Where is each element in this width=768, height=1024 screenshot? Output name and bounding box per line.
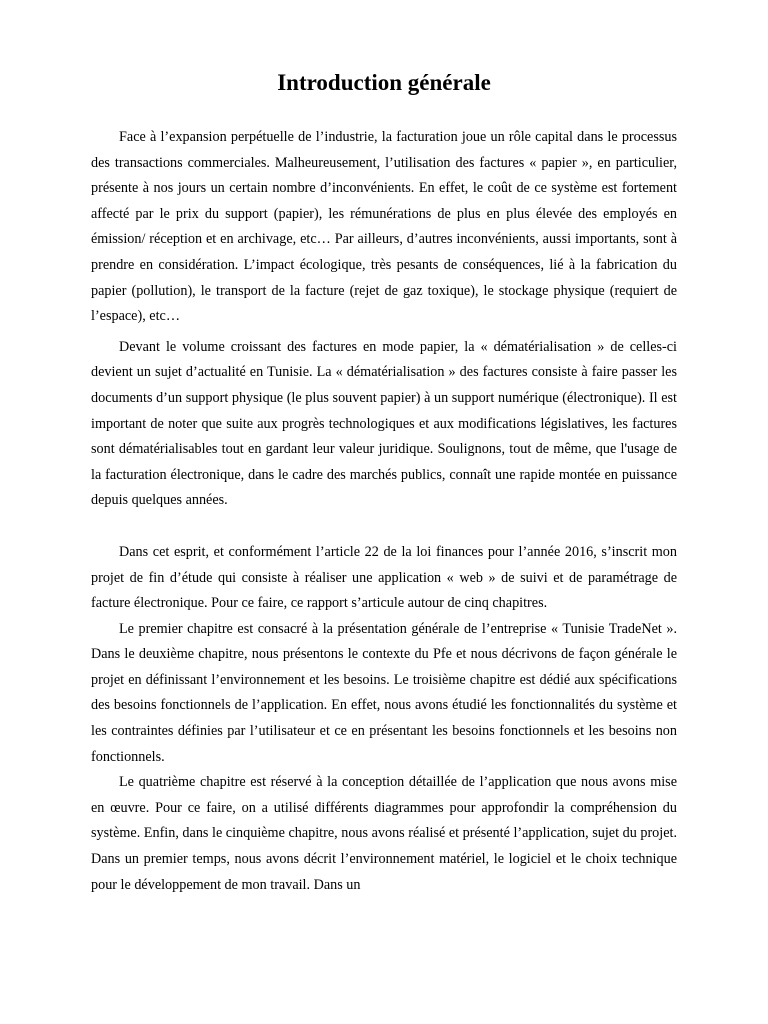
paragraph-context: Face à l’expansion perpétuelle de l’industrie, la facturation joue un rôle capital dans le processus des transactions commerciales. Malheureusement, l’utilisation des factures « papier », en particulier, présente à nos jours un certain nombre d’inconvénients. En effet, le coût de ce système est fortement affecté par le prix du support (papier), les rémunérations de plus en plus élevée des employés en émission/ réception et en archivage, etc… Par ailleurs, d’autres inconvénients, aussi importants, sont à prendre en considération. L’impact écologique, très pesants de conséquences, lié à la fabrication du papier (pollution), le transport de la facture (rejet de gaz toxique), le stockage physique (requiert de l’espace), etc… xyxy=(91,129,677,325)
paragraph-chapters-detail: Le quatrième chapitre est réservé à la conception détaillée de l’application que nous avons mise en œuvre. Pour ce faire, on a utilisé différents diagrammes pour approfondir la compréhension du système. Enfin, dans le cinquième chapitre, nous avons réalisé et présenté l’application, sujet du projet. Dans un premier temps, nous avons décrit l’environnement matériel, le logiciel et le choix technique pour le développement de mon travail. Dans un xyxy=(91,774,677,893)
paragraph-dematerialisation: Devant le volume croissant des factures en mode papier, la « dématérialisation » de celles-ci devient un sujet d’actualité en Tunisie. La « dématérialisation » des factures consiste à faire passer les documents d’un support physique (le plus souvent papier) à un support numérique (électronique). Il est important de noter que suite aux progrès technologiques et aux modifications législatives, les factures sont dématérialisables tout en gardant leur valeur juridique. Soulignons, tout de même, que l'usage de la facturation électronique, dans le cadre des marchés publics, connaît une rapide montée en puissance depuis quelques années. xyxy=(91,338,677,509)
page-title: Introduction générale xyxy=(277,70,491,95)
paragraph-chapters-overview: Le premier chapitre est consacré à la présentation générale de l’entreprise « Tunisie TradeNet ». Dans le deuxième chapitre, nous présentons le contexte du Pfe et nous décrivons de façon générale le projet en définissant l’environnement et les besoins. Le troisième chapitre est dédié aux spécifications des besoins fonctionnels de l’application. En effet, nous avons étudié les fonctionnalités du système et les contraintes définies par l’utilisateur et ce en présentant les besoins fonctionnels et les besoins non fonctionnels. xyxy=(91,620,677,765)
body-text xyxy=(91,125,677,898)
paragraph-project-scope: Dans cet esprit, et conformément l’article 22 de la loi finances pour l’année 2016, s’inscrit mon projet de fin d’étude qui consiste à réaliser une application « web » de suivi et de paramétrage de facture électronique. Pour ce faire, ce rapport s’articule autour de cinq chapitres. xyxy=(91,543,677,612)
